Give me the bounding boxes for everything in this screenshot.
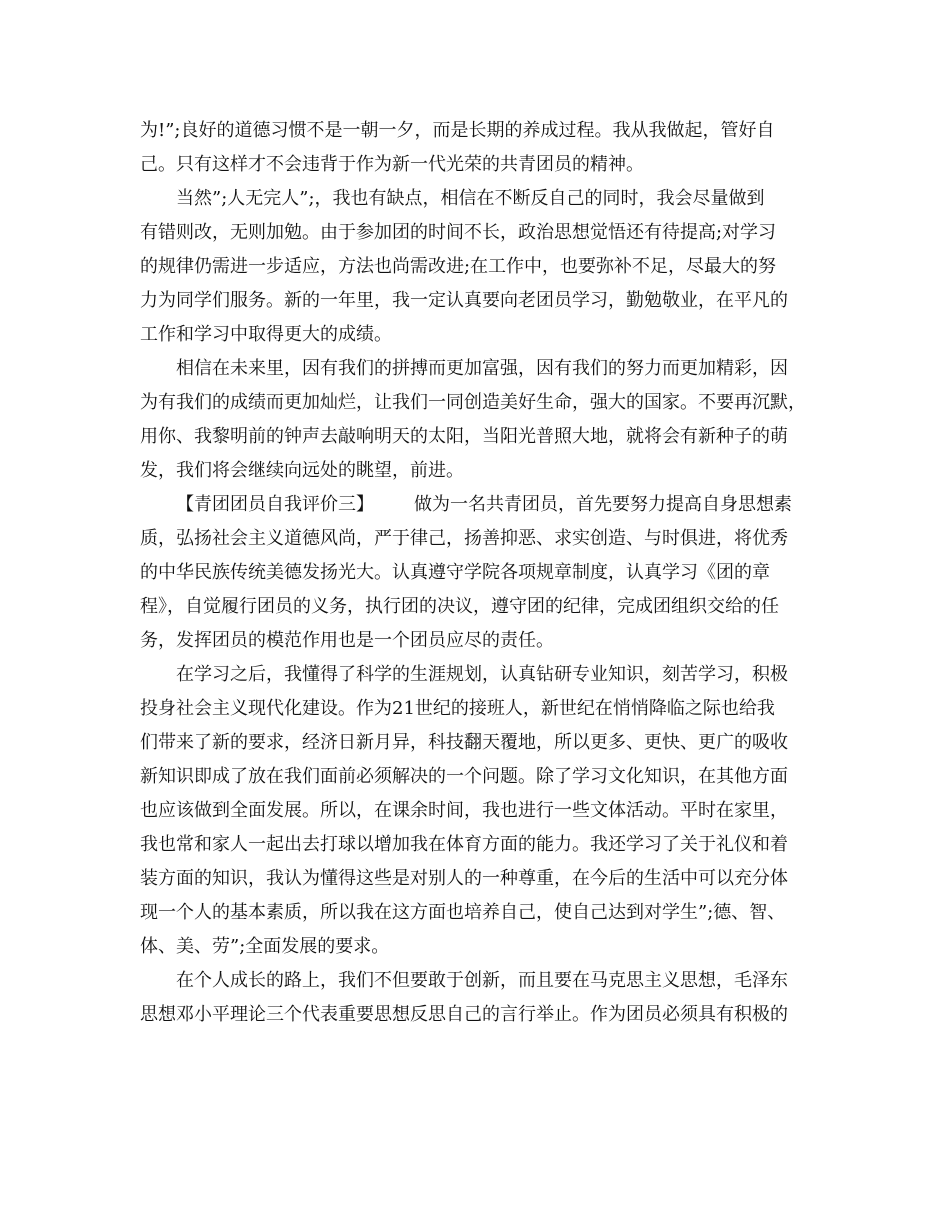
text-line: 相信在未来里，因有我们的拼搏而更加富强，因有我们的努力而更加精彩，因 (176, 358, 788, 379)
paragraph-1 (140, 114, 820, 182)
text-line: 务，发挥团员的模范作用也是一个团员应尽的责任。 (140, 630, 554, 651)
text-line: 为!”;良好的道德习惯不是一朝一夕，而是长期的养成过程。我从我做起，管好自 (140, 120, 775, 141)
paragraph-4 (140, 488, 820, 658)
section-heading: 【青团团员自我评价三】 (176, 494, 374, 515)
text-line: 也应该做到全面发展。所以，在课余时间，我也进行一些文体活动。平时在家里， (140, 800, 788, 821)
text-line: 装方面的知识，我认为懂得这些是对别人的一种尊重，在今后的生活中可以充分体 (140, 868, 788, 889)
text-line: 体、美、劳”;全面发展的要求。 (140, 936, 390, 957)
text-line: 当然”;人无完人”;，我也有缺点，相信在不断反自己的同时，我会尽量做到 (176, 188, 765, 209)
text-line: 力为同学们服务。新的一年里，我一定认真要向老团员学习，勤勉敬业，在平凡的 (140, 290, 788, 311)
text-line: 在学习之后，我懂得了科学的生涯规划，认真钻研专业知识，刻苦学习，积极 (176, 664, 788, 685)
text-line: 的中华民族传统美德发扬光大。认真遵守学院各项规章制度，认真学习《团的章 (140, 562, 770, 583)
text-line: 们带来了新的要求，经济日新月异，科技翻天覆地，所以更多、更快、更广的吸收 (140, 732, 788, 753)
text-line: 程》，自觉履行团员的义务，执行团的决议，遵守团的纪律，完成团组织交给的任 (140, 596, 779, 617)
text-line: 为有我们的成绩而更加灿烂，让我们一同创造美好生命，强大的国家。不要再沉默， (140, 392, 806, 413)
text-line: 思想邓小平理论三个代表重要思想反思自己的言行举止。作为团员必须具有积极的 (140, 1004, 788, 1025)
heading-line-text: 做为一名共青团员，首先要努力提高自身思想素 (414, 494, 792, 515)
text-line: 用你、我黎明前的钟声去敲响明天的太阳，当阳光普照大地，就将会有新种子的萌 (140, 426, 788, 447)
text-line: 的规律仍需进一步适应，方法也尚需改进;在工作中，也要弥补不足，尽最大的努 (140, 256, 777, 277)
text-line: 在个人成长的路上，我们不但要敢于创新，而且要在马克思主义思想，毛泽东 (176, 970, 788, 991)
text-line: 现一个人的基本素质，所以我在这方面也培养自己，使自己达到对学生”;德、智、 (140, 902, 786, 923)
text-line: 新知识即成了放在我们面前必须解决的一个问题。除了学习文化知识，在其他方面 (140, 766, 788, 787)
paragraph-2 (140, 182, 820, 352)
text-line: 质，弘扬社会主义道德风尚，严于律己，扬善抑恶、求实创造、与时俱进，将优秀 (140, 528, 788, 549)
document-body (140, 114, 820, 1032)
paragraph-3 (140, 352, 820, 488)
text-line: 我也常和家人一起出去打球以增加我在体育方面的能力。我还学习了关于礼仪和着 (140, 834, 788, 855)
text-line: 投身社会主义现代化建设。作为21世纪的接班人，新世纪在悄悄降临之际也给我 (140, 698, 775, 719)
text-line (140, 488, 820, 522)
text-line: 有错则改，无则加勉。由于参加团的时间不长，政治思想觉悟还有待提高;对学习 (140, 222, 777, 243)
paragraph-5 (140, 658, 820, 964)
text-line: 发，我们将会继续向远处的眺望，前进。 (140, 460, 464, 481)
text-line: 己。只有这样才不会违背于作为新一代光荣的共青团员的精神。 (140, 154, 644, 175)
paragraph-6 (140, 964, 820, 1032)
text-line: 工作和学习中取得更大的成绩。 (140, 324, 392, 345)
